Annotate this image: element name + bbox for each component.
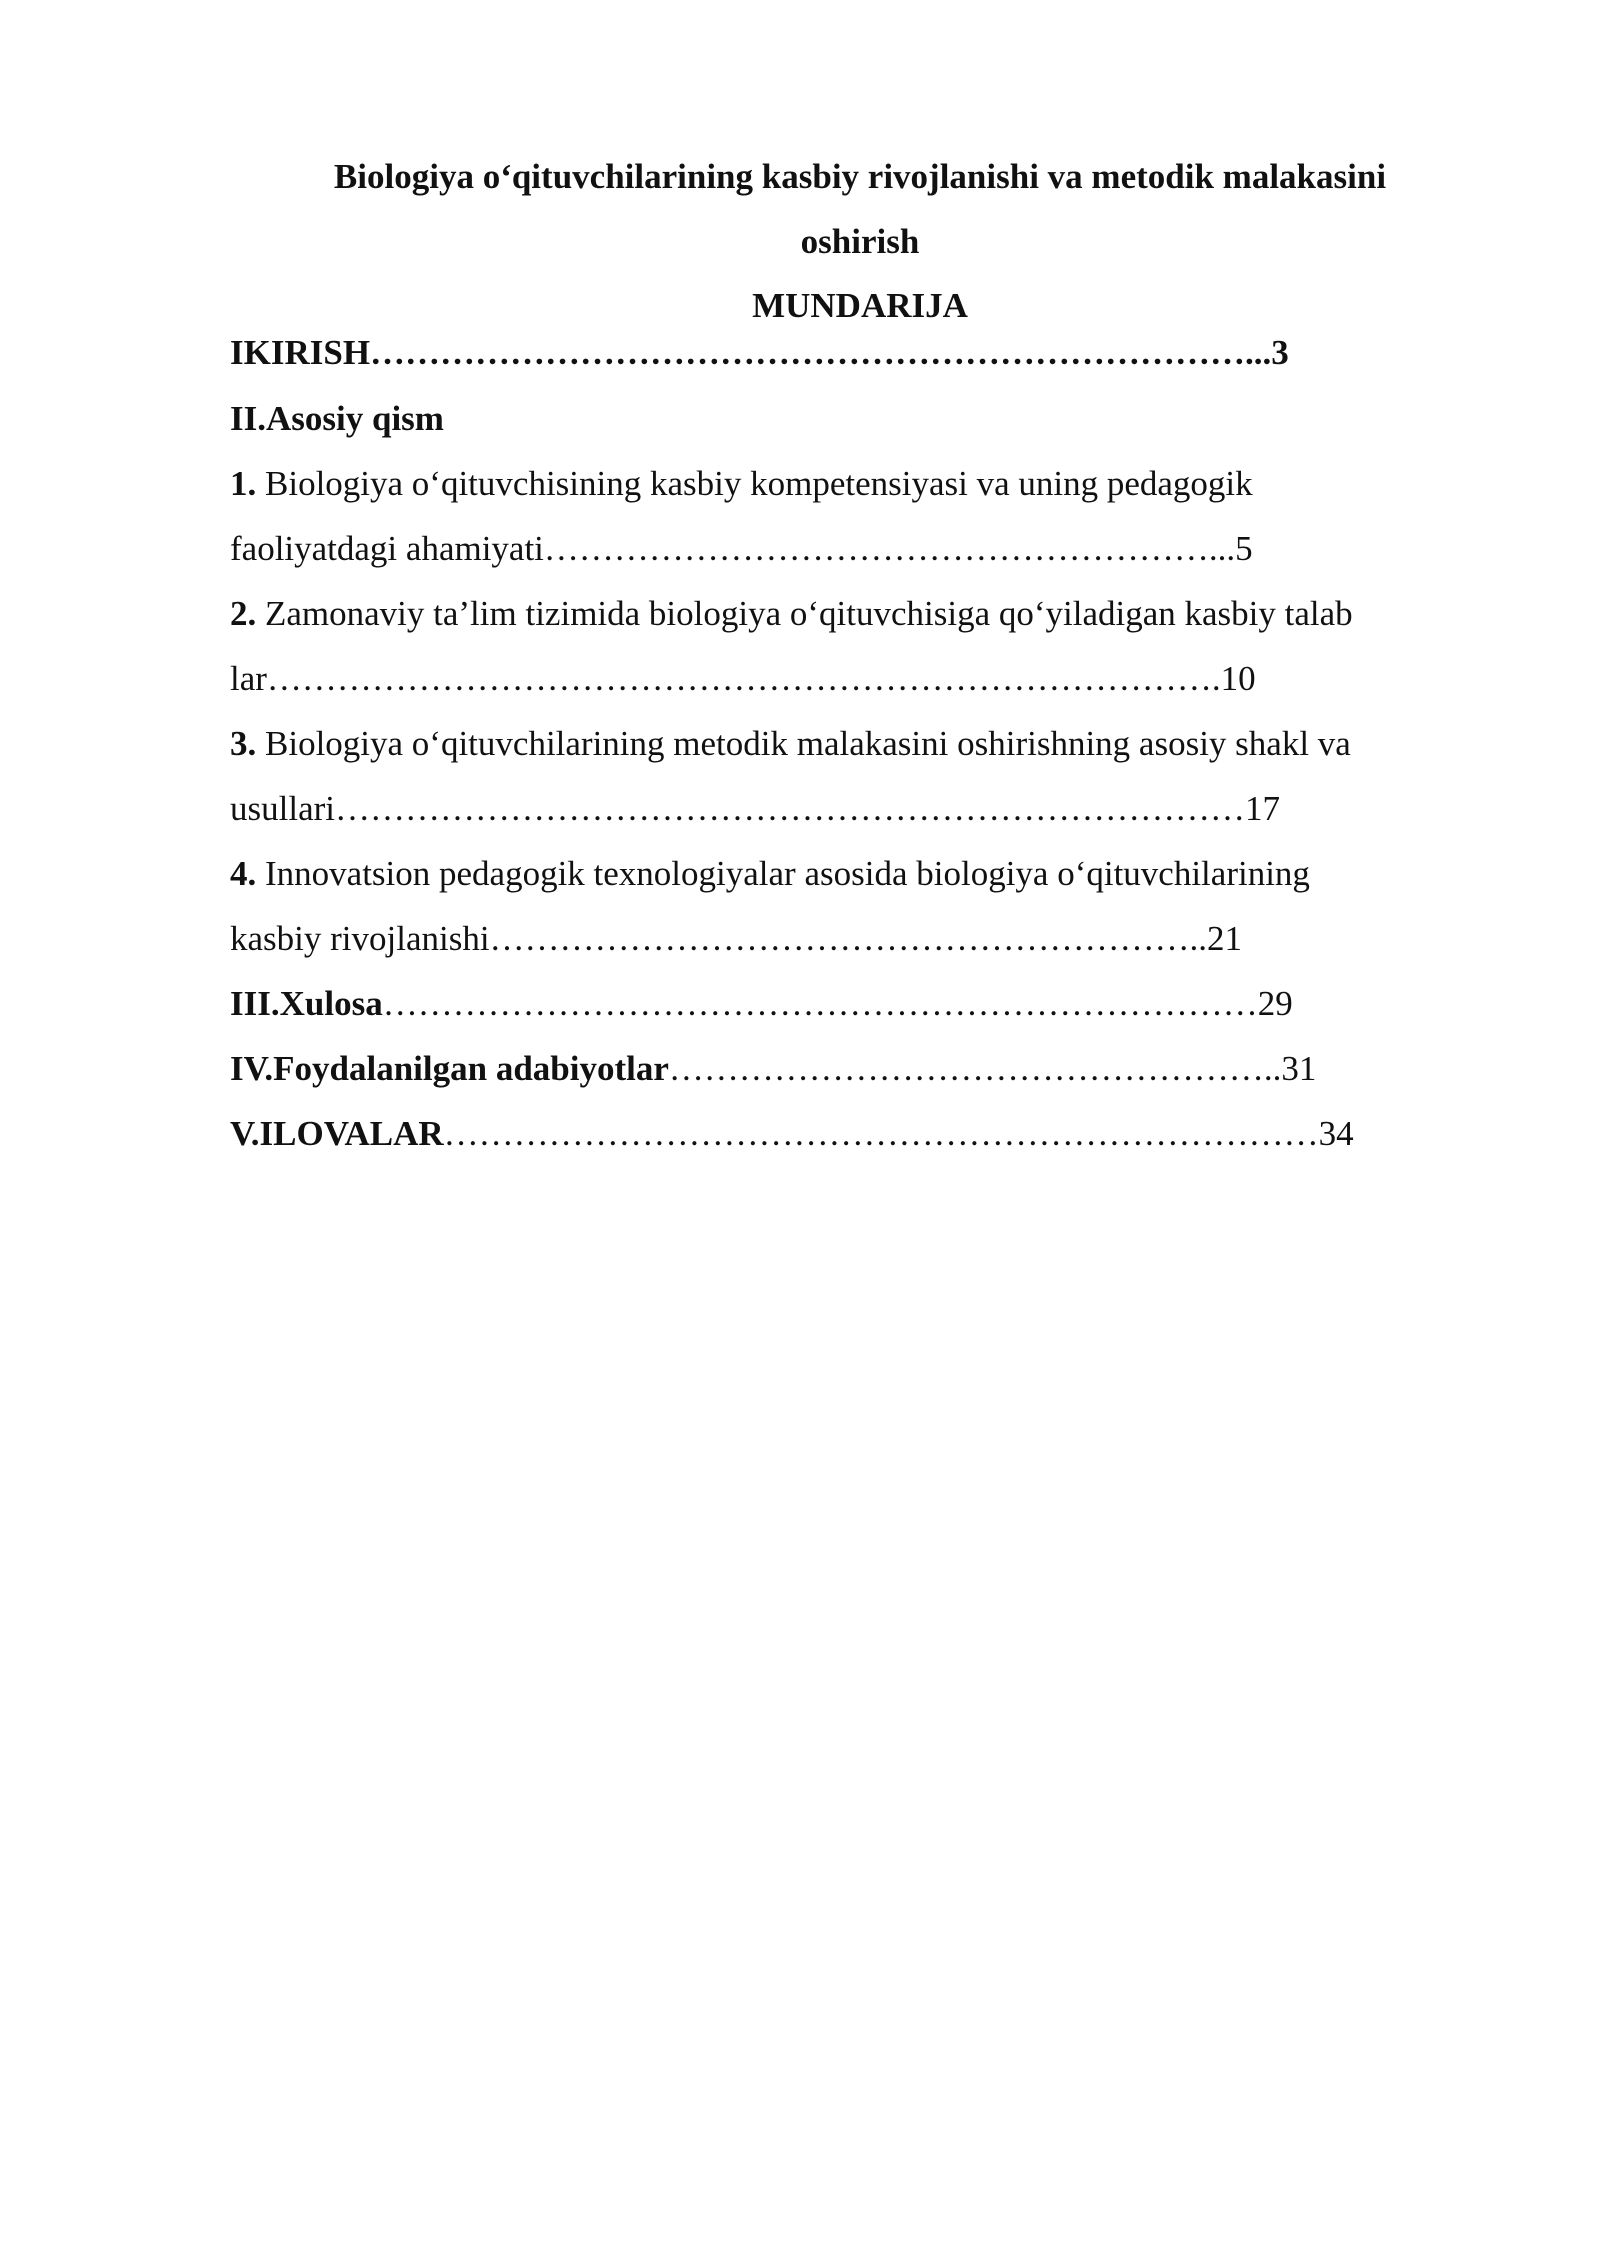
toc-entry-appendices bbox=[230, 1111, 1354, 1157]
toc-entry-1-text: Biologiya o‘qituvchisining kasbiy kompetensiyasi va uning pedagogik bbox=[256, 464, 1253, 503]
toc-entry-appendices-leader: …………………………………………………………………34 bbox=[443, 1114, 1354, 1153]
toc-entry-conclusion-label: III.Xulosa bbox=[230, 984, 383, 1023]
toc-entry-3-line-2: usullari……………………………………………………………………17 bbox=[230, 789, 1280, 828]
toc-entry-4-text: Innovatsion pedagogik texnologiyalar asosida biologiya o‘qituvchilarining bbox=[256, 854, 1310, 893]
toc-entry-references-leader: ……………………………………………..31 bbox=[668, 1049, 1317, 1088]
toc-section-main-part: II.Asosiy qism bbox=[230, 399, 444, 438]
toc-entry-2-line-2: lar……………………………………………………………………….10 bbox=[230, 659, 1256, 698]
toc-entry-2-text: Zamonaviy ta’lim tizimida biologiya o‘qituvchisiga qo‘yiladigan kasbiy talab bbox=[256, 594, 1353, 633]
toc-entry-3-number: 3. bbox=[230, 724, 257, 763]
toc-entry-2-number: 2. bbox=[230, 594, 257, 633]
toc-entry-4-number: 4. bbox=[230, 854, 257, 893]
toc-entry-appendices-label: V.ILOVALAR bbox=[230, 1114, 444, 1153]
toc-entry-1-number: 1. bbox=[230, 464, 257, 503]
toc-entry-references bbox=[230, 1046, 1316, 1092]
document-title-line-2: oshirish bbox=[800, 222, 920, 261]
toc-entry-3-text: Biologiya o‘qituvchilarining metodik malakasini oshirishning asosiy shakl va bbox=[256, 724, 1351, 763]
toc-entry-2-line-1 bbox=[230, 591, 1353, 637]
toc-entry-4-line-1 bbox=[230, 851, 1310, 897]
toc-entry-3-line-1 bbox=[230, 721, 1351, 767]
toc-entry-4-line-2: kasbiy rivojlanishi……………………………………………………..21 bbox=[230, 919, 1243, 958]
toc-entry-1-line-1 bbox=[230, 461, 1253, 507]
toc-entry-conclusion-leader: …………………………………………………………………29 bbox=[382, 984, 1293, 1023]
toc-entry-conclusion bbox=[230, 981, 1293, 1027]
toc-entry-introduction: IKIRISH…………………………………………………………………...3 bbox=[230, 333, 1289, 372]
document-title-line-1: Biologiya o‘qituvchilarining kasbiy rivojlanishi va metodik malakasini bbox=[333, 157, 1387, 196]
toc-entry-1-line-2: faoliyatdagi ahamiyati…………………………………………………...5 bbox=[230, 529, 1253, 568]
toc-entry-references-label: IV.Foydalanilgan adabiyotlar bbox=[230, 1049, 669, 1088]
contents-heading: MUNDARIJA bbox=[752, 286, 968, 325]
